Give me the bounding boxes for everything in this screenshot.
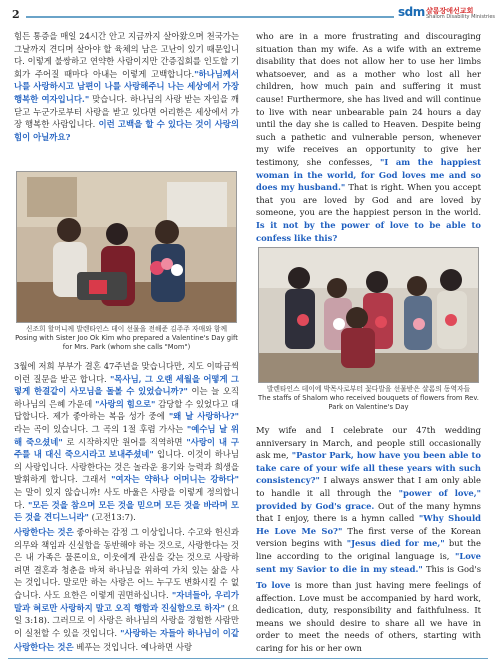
right-quote-1: "I am the happiest woman in the world, for God loves me and so does my husband." bbox=[256, 156, 481, 193]
left-paragraph-3: 사랑한다는 것은 좋아하는 감정 그 이상입니다. 수고와 헌신과 의무와 책임과 신실함을 동반해야 하는 것으로, 사랑한다는 것은 내 가족은 물론이요, 이웃에게 관심을 갖는 것으로 사랑하려면 결혼과 청춘을 바쳐 하나님을 위하여 가치 있는 삶을 사는 것입니다. 말로만 하는 사랑은 어느 누구도 변화시킬 수 없습니다. 사도 요한은 이렇게 권면하십니다. "자녀들아, 우리가 말과 혀로만 사랑하지 말고 오직 행함과 진실함으로 하자" (요일 3:18). 그러므로 이 사랑은 하나님의 사랑을 경험한 사람만이 실천할 수 있을 것입니다. "사랑하는 자들아 하나님이 이같 bbox=[14, 527, 239, 638]
photo-shalom-staff-caption: 발렌타인스 데이에 박목사로부터 꽃다발을 선물받은 샬롬의 동역자들 The staffs of Shalom who received bouquets of flowers from Rev. Park on Valentine's Day bbox=[258, 385, 479, 411]
left-column bbox=[14, 30, 239, 655]
right-paragraph-3: To love is more than just having mere feelings of affection. Love must be accompanied by hard work, dedication, duty, responsibility and faithfulness. It means we should desire to share all we have in order to meet the needs of others, starting with caring for his or her own bbox=[256, 580, 481, 653]
left-paragraph-1: 힘든 통증을 매일 24시간 안고 지금까지 살아왔으며 천국가는 그날까지 견디며 살아야 할 육체의 남은 고난이 있기 때문입니다. 이렇게 불쌍하고 연약한 사람이지만 간증집회를 인도할 기회가 주어질 때마다 아내는 이렇게 고백합니다."하나님께서 나를 사랑하시고 남편이 나를 사랑해주니 나는 세상에서 가장 행복한 여자입니다." 맞습니다. 하나님의 사랑 받는 자임을 깨닫고 누군가로부터 사랑을 받고 있다면 어리한은 세상에서 가장 행복한 사람입니다. 이런 고백을 할 수 있다는 것이 사랑의 힘이 아닐까요? bbox=[14, 31, 239, 142]
logo-mark: sdm bbox=[398, 5, 425, 19]
right-paragraph-2: My wife and I celebrate our 47th wedding anniversary in March, and people still occasionally ask me, "Pastor Park, how have you been able to take care of your wife all these years with such consistency?" I always answer that I am only able to handle it all through the "power of love," provided by God's grace. Out of the many hymns that I enjoy, there is a hymn called "Why Should He Love Me So?" The first verse of the Korean version begins with "Jesus died for me," but the line according to the original language is, "Love sent my Savior to die in my stead." This is God's bbox=[256, 425, 481, 574]
right-column bbox=[256, 30, 481, 655]
right-paragraph-1: who are in a more frustrating and discouraging situation than my wife. As a wife with an extreme disability that does not allow her to use her limbs whatsoever, and as a mother who lost all her children, how much pain and suffering it must cause! Furthermore, she has lived and will continue to live with near unbearable pain 24 hours a day until the day she is called to Heaven. Despite being such a pathetic and vulnerable person, whenever my wife receives an opportunity to give her testimony, she confesses, "I am the happiest woman in the world, for God loves me and so does my husband." That is right. When you accept that you are loved by God and are loved by someone, you are the happiest person in the world. Is it not by the power of love to be able to confess like this? bbox=[256, 31, 481, 243]
photo-valentine-gift-image bbox=[17, 172, 237, 323]
footer-rule bbox=[8, 658, 488, 659]
left-paragraph-2: 3월에 저희 부부가 결혼 47주년을 맞습니다만, 지도 이따금씩 이런 질문을 받곤 합니다. "목사님, 그 오랜 세월을 어떻게 그렇게 한결같이 사모님을 돌볼 수 있었습니까?" 이는 늘 오직 하나님의 은혜 가운데 "사랑의 힘으로" 감당할 수 있었다고 대답합니다. 제가 좋아하는 복음 성가 중에 "왜 날 사랑하나?" 라는 곡이 있습니다. 그 곡의 1절 후렴 가사는 "예수님 날 위해 죽으셨네" 로 시작하지만 원어를 직역하면 "사랑이 내 구주를 내 대신 죽으시라고 보내주셨네" 입니다. 이것이 하나님의 사랑입니다. 사랑한다는 것은 놀라운 용기와 능력과 희생을 발휘하게 합니다. 그래서 "여자는 약하나 어머니는 강하다" 는 말이 있지 않습니까! 사도 바울은 사랑을 이렇게 정의합니다. "모든 것을 참으며 모든 것을 믿으며 모든 것을 바라며 모든 것을 견디느니라" (고전13:7). bbox=[14, 361, 239, 523]
left-quote-1: "하나님께서 나를 사랑하시고 남편이 나를 사랑해주니 나는 세상에서 가장 행복한 여자입니다." bbox=[14, 68, 239, 104]
right-emphasis-1: Is it not by the power of love to be able to confess like this? bbox=[256, 219, 481, 243]
logo-english: Shalom Disability Ministries bbox=[426, 14, 496, 20]
left-emphasis-1: 이런 고백을 할 수 있다는 것이 사랑의 힘이 아닐까요? bbox=[14, 119, 239, 142]
photo-shalom-staff-image bbox=[259, 248, 479, 383]
header-rule bbox=[26, 16, 394, 18]
photo-valentine-gift bbox=[16, 171, 237, 323]
left-paragraph-4: 사랑한다는 것은 베푸는 것입니다. 예나하면 사랑 bbox=[14, 642, 193, 652]
photo-valentine-gift-caption: 신조희 할머니께 발렌타인스 데이 선물을 전해준 김주주 자매와 함께 Posing with Sister Joo Ok Kim who prepared a Valentine's Day gift for Mrs. Park (whom she calls "Mom") bbox=[15, 325, 238, 351]
logo-korean: 샬롬장애선교회 bbox=[426, 7, 474, 15]
ministry-logo bbox=[398, 5, 496, 23]
page-number: 2 bbox=[12, 8, 20, 21]
photo-shalom-staff bbox=[258, 247, 479, 383]
